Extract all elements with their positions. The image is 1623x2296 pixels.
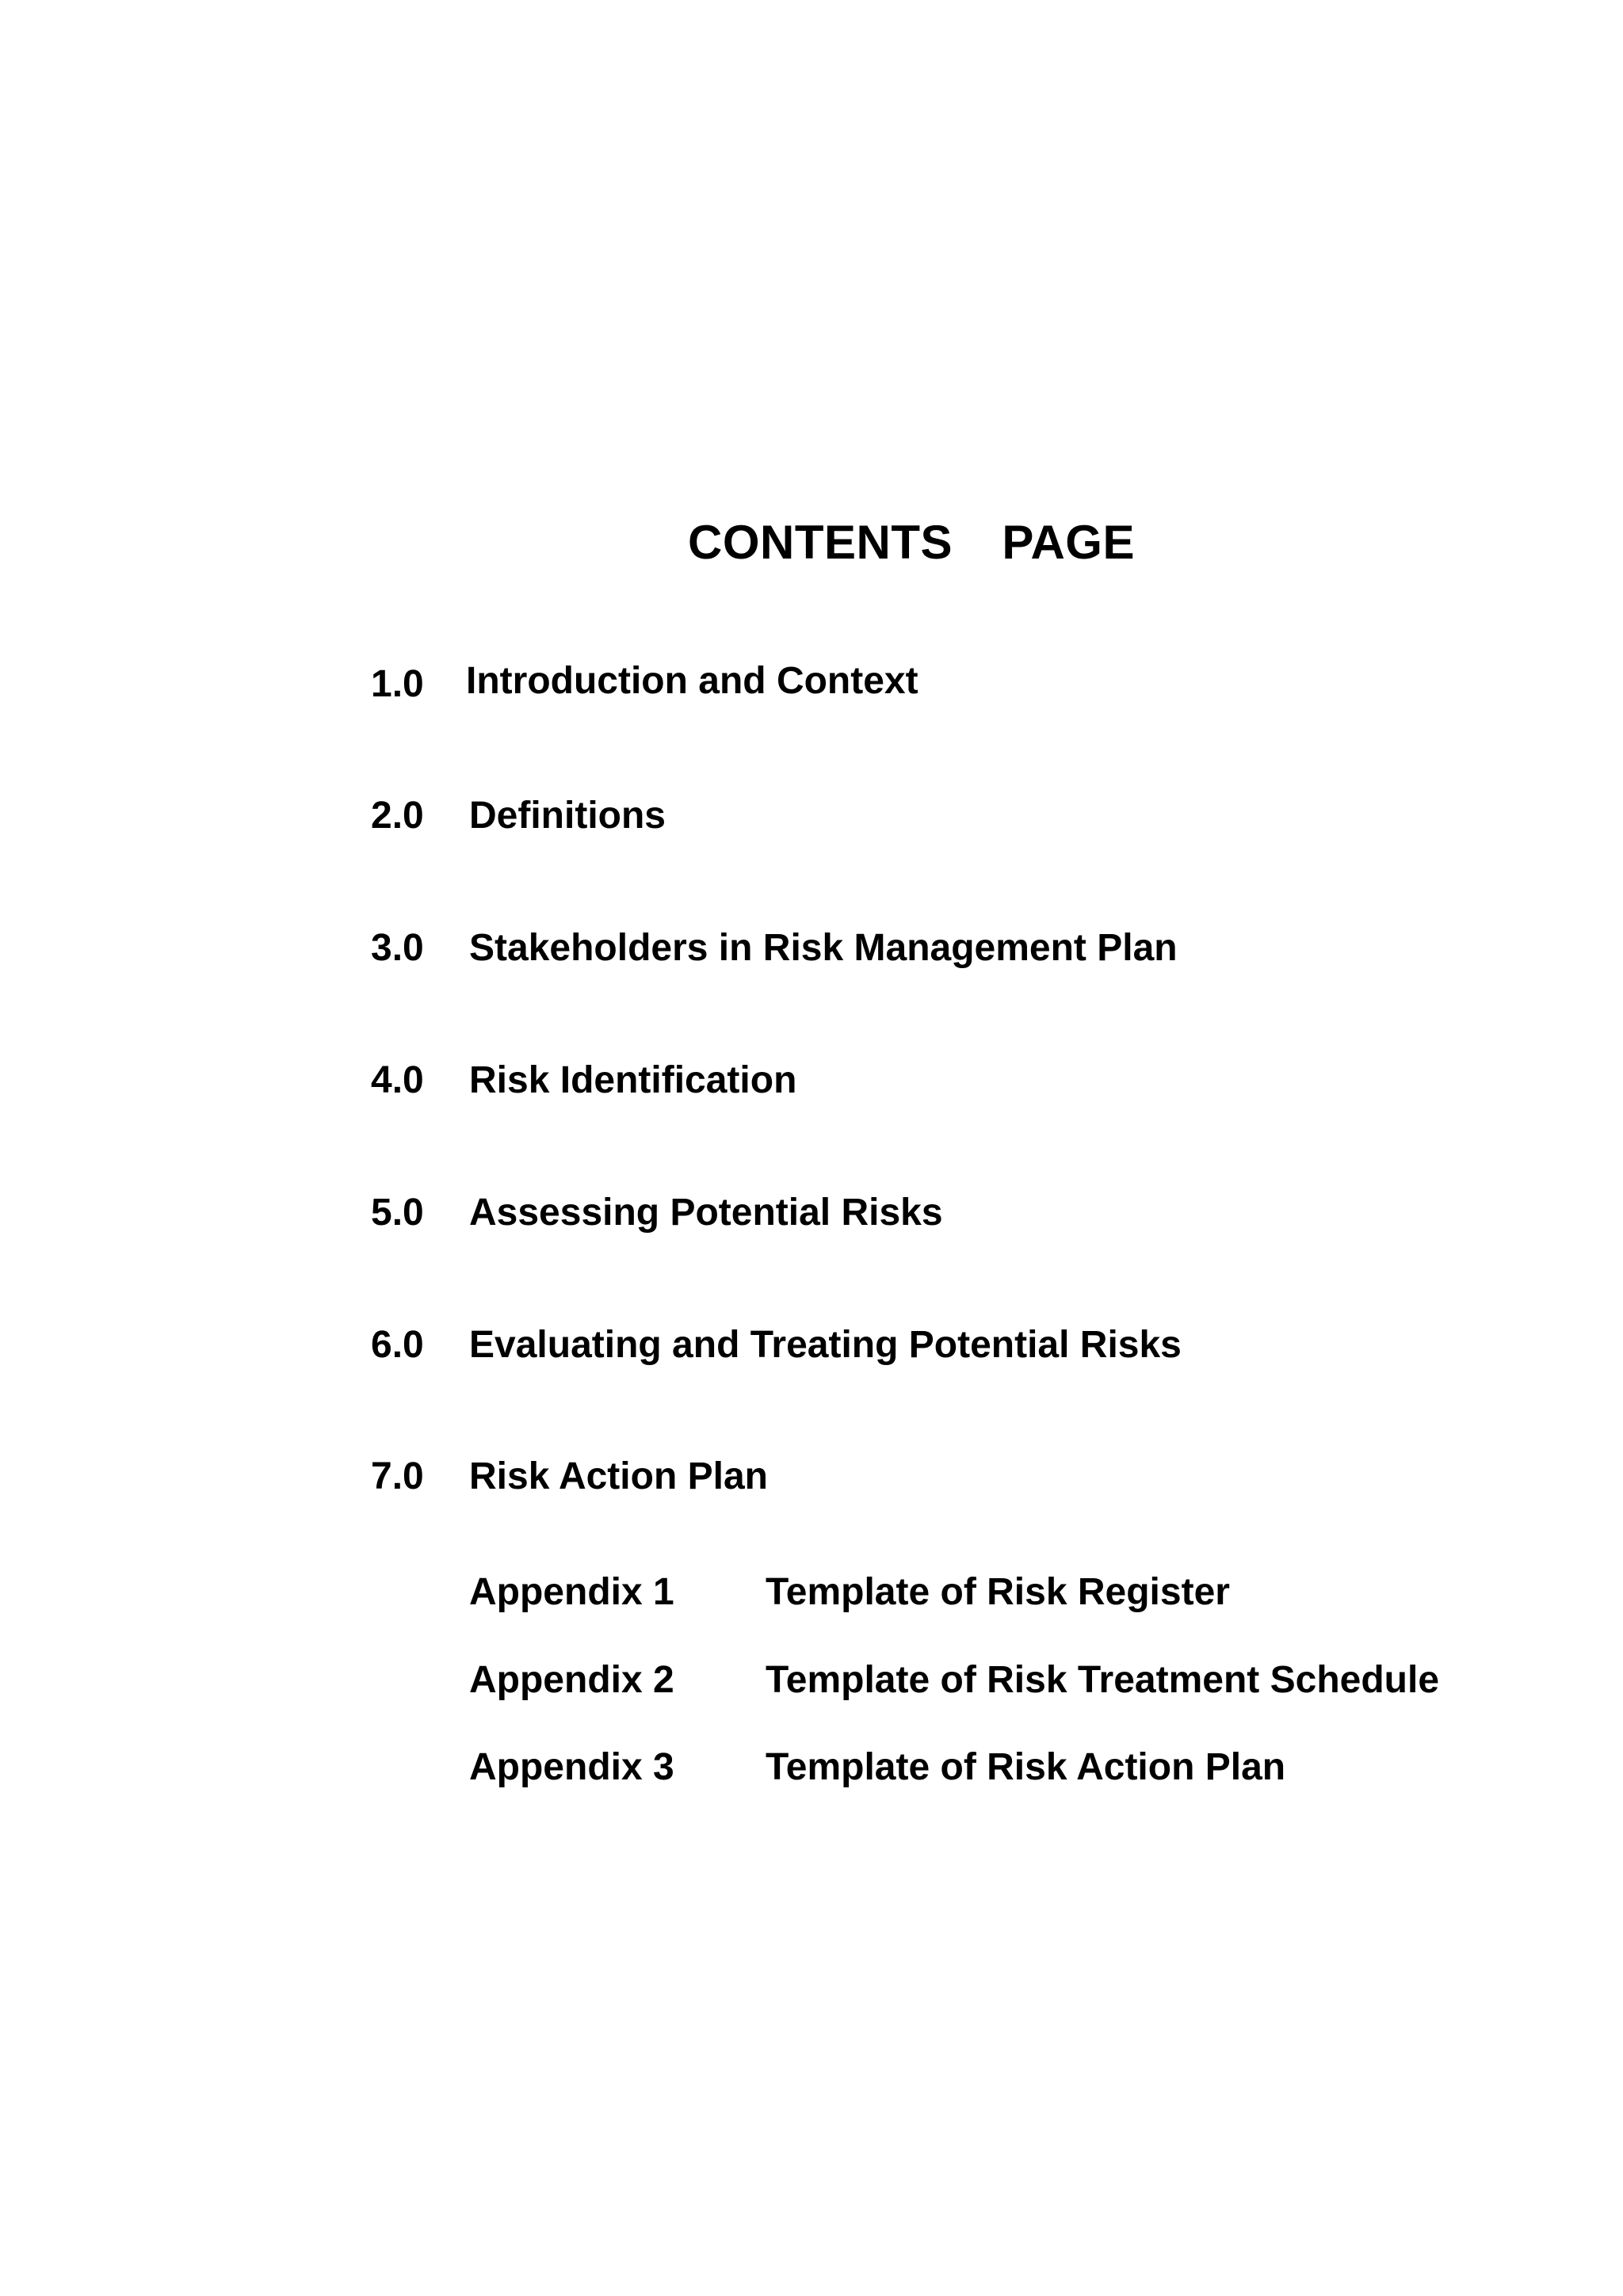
section-number: 1.0 — [371, 663, 424, 705]
appendix-label: Appendix 3 — [469, 1746, 674, 1788]
section-title: Evaluating and Treating Potential Risks — [469, 1324, 1182, 1366]
toc-entry-1 — [0, 662, 1623, 718]
appendix-title: Template of Risk Register — [766, 1571, 1230, 1613]
appendix-title: Template of Risk Treatment Schedule — [766, 1659, 1440, 1701]
toc-entry-6 — [0, 1323, 1623, 1379]
section-number: 2.0 — [371, 795, 424, 837]
toc-entry-2 — [0, 794, 1623, 849]
appendix-entry-1 — [0, 1570, 1623, 1626]
appendix-label: Appendix 2 — [469, 1659, 674, 1701]
section-title: Definitions — [469, 795, 666, 837]
appendix-label: Appendix 1 — [469, 1571, 674, 1613]
section-number: 6.0 — [371, 1324, 424, 1366]
toc-entry-7 — [0, 1455, 1623, 1510]
toc-entry-5 — [0, 1191, 1623, 1246]
appendix-entry-3 — [0, 1745, 1623, 1801]
section-title: Risk Action Plan — [469, 1455, 768, 1497]
section-title: Risk Identification — [469, 1059, 797, 1101]
section-number: 4.0 — [371, 1059, 424, 1101]
section-title: Stakeholders in Risk Management Plan — [469, 927, 1178, 969]
section-title: Assessing Potential Risks — [469, 1192, 943, 1234]
section-number: 3.0 — [371, 927, 424, 969]
section-number: 7.0 — [371, 1455, 424, 1497]
appendix-title: Template of Risk Action Plan — [766, 1746, 1286, 1788]
appendix-entry-2 — [0, 1658, 1623, 1714]
toc-entry-4 — [0, 1058, 1623, 1114]
section-title: Introduction and Context — [466, 660, 918, 702]
toc-entry-3 — [0, 926, 1623, 982]
page-title: CONTENTS PAGE — [688, 516, 1135, 569]
section-number: 5.0 — [371, 1192, 424, 1234]
